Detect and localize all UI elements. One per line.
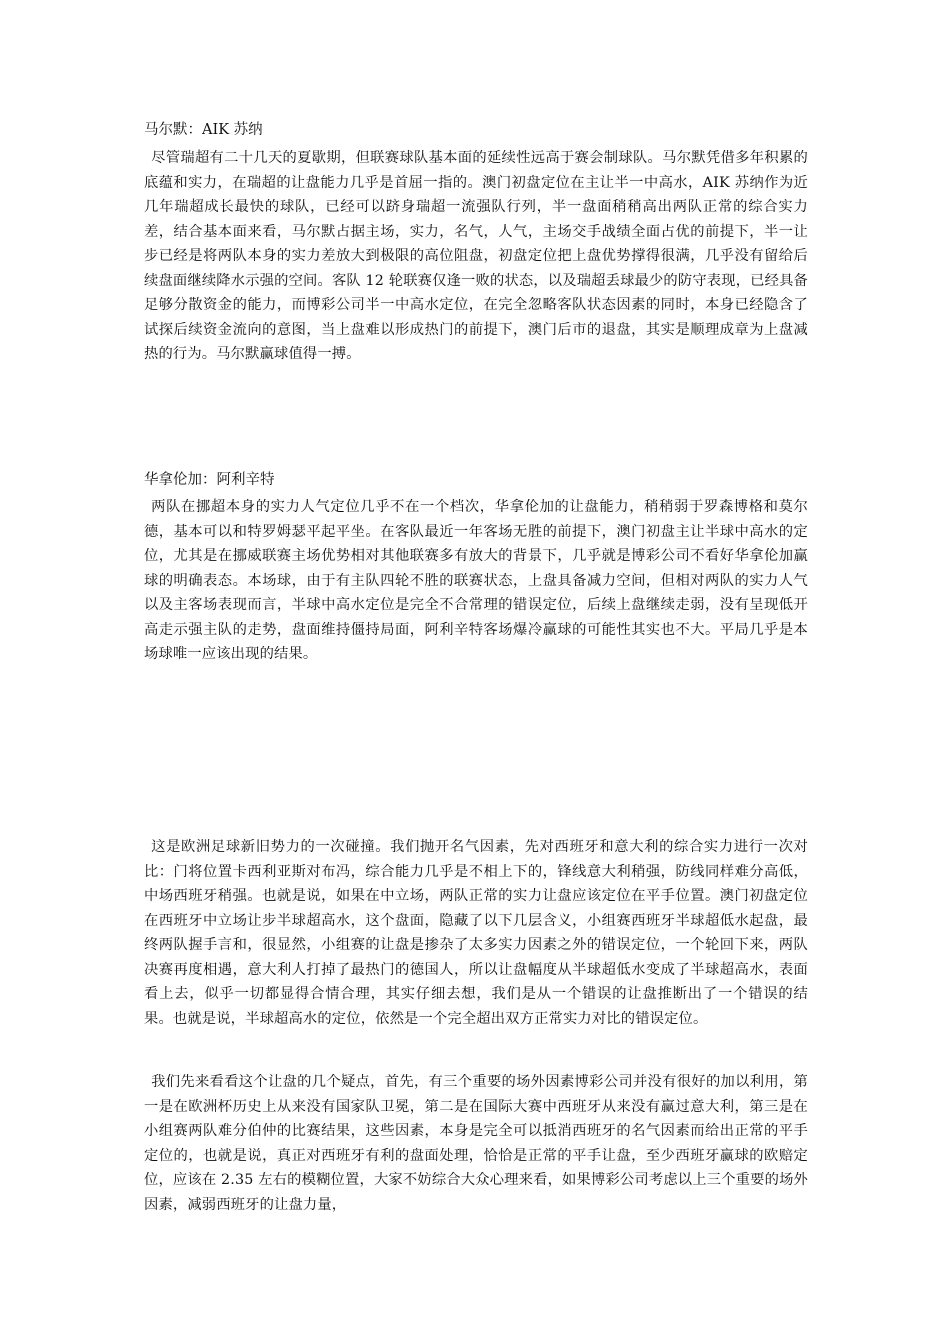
paragraph-spain-italy-2: 我们先来看看这个让盘的几个疑点，首先，有三个重要的场外因素博彩公司并没有很好的加以利用，第一是在欧洲杯历史上从来没有国家队卫冕，第二是在国际大赛中西班牙从来没有赢过意大利，第三是在小组赛两队难分伯仲的比赛结果，这些因素，本身是完全可以抵消西班牙的名气因素而给出正常的平手定位的，也就是说，真正对西班牙有利的盘面处理，恰恰是正常的平手让盘，至少西班牙赢球的欧赔定位，应该在 2.35 左右的模糊位置，大家不妨综合大众心理来看，如果博彩公司考虑以上三个重要的场外因素，减弱西班牙的让盘力量， [144,1074,808,1213]
paragraph-malmo-aik: 尽管瑞超有二十几天的夏歇期，但联赛球队基本面的延续性远高于赛会制球队。马尔默凭借多年积累的底蕴和实力，在瑞超的让盘能力几乎是首屈一指的。澳门初盘定位在主让半一中高水，AIK 苏纳作为近几年瑞超成长最快的球队，已经可以跻身瑞超一流强队行列，半一盘面稍稍高出两队正常的综合实力差，结合基本面来看，马尔默占据主场，实力，名气，人气，主场交手战绩全面占优的前提下，半一让步已经是将两队本身的实力差放大到极限的高位阻盘，初盘定位把上盘优势撑得很满，几乎没有留给后续盘面继续降水示强的空间。客队 12 轮联赛仅逢一败的状态，以及瑞超丢球最少的防守表现，已经具备足够分散资金的能力，而博彩公司半一中高水定位，在完全忽略客队状态因素的同时，本身已经隐含了试探后续资金流向的意图，当上盘难以形成热门的前提下，澳门后市的退盘，其实是顺理成章为上盘减热的行为。马尔默赢球值得一搏。 [144,150,808,362]
section-heading-malmo-aik: 马尔默：AIK 苏纳 [144,122,263,138]
paragraph-valerenga-aalesund: 两队在挪超本身的实力人气定位几乎不在一个档次，华拿伦加的让盘能力，稍稍弱于罗森博格和莫尔德，基本可以和特罗姆瑟平起平坐。在客队最近一年客场无胜的前提下，澳门初盘主让半球中高水的定位，尤其是在挪威联赛主场优势相对其他联赛多有放大的背景下，几乎就是博彩公司不看好华拿伦加赢球的明确表态。本场球，由于有主队四轮不胜的联赛状态，上盘具备减力空间，但相对两队的实力人气以及主客场表现而言，半球中高水定位是完全不合常理的错误定位，后续上盘继续走弱，没有呈现低开高走示强主队的走势，盘面维持僵持局面，阿利辛特客场爆冷赢球的可能性其实也不大。平局几乎是本场球唯一应该出现的结果。 [144,499,808,662]
section-heading-valerenga-aalesund: 华拿伦加：阿利辛特 [144,472,275,488]
paragraph-spain-italy-1: 这是欧洲足球新旧势力的一次碰撞。我们抛开名气因素，先对西班牙和意大利的综合实力进行一次对比：门将位置卡西利亚斯对布冯，综合能力几乎是不相上下的，锋线意大利稍强，防线同样难分高低，中场西班牙稍强。也就是说，如果在中立场，两队正常的实力让盘应该定位在平手位置。澳门初盘定位在西班牙中立场让步半球超高水，这个盘面，隐藏了以下几层含义，小组赛西班牙半球超低水起盘，最终两队握手言和，很显然，小组赛的让盘是掺杂了太多实力因素之外的错误定位，一个轮回下来，两队决赛再度相遇，意大利人打掉了最热门的德国人，所以让盘幅度从半球超低水变成了半球超高水，表面看上去，似乎一切都显得合情合理，其实仔细去想，我们是从一个错误的让盘推断出了一个错误的结果。也就是说，半球超高水的定位，依然是一个完全超出双方正常实力对比的错误定位。 [144,839,808,1027]
